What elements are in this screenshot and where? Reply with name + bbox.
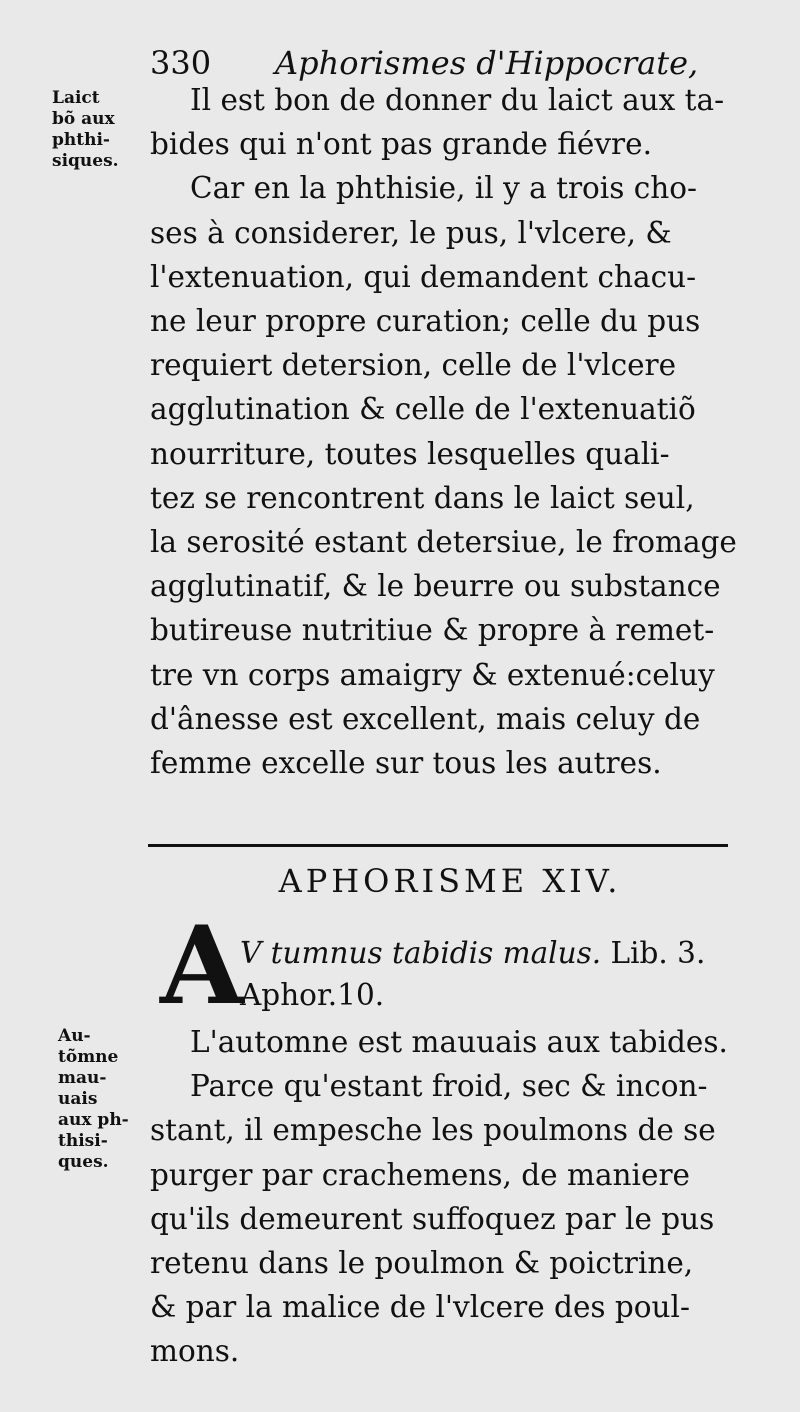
margin-note-line: bõ aux — [52, 109, 115, 129]
text-line: agglutinatif, & le beurre ou substance — [150, 569, 721, 604]
margin-note-line: ques. — [58, 1152, 109, 1172]
drop-cap: A — [160, 903, 244, 1029]
text-line: ne leur propre curation; celle du pus — [150, 304, 701, 339]
latin-quote: V tumnus tabidis malus. — [240, 936, 602, 970]
text-line: tez se rencontrent dans le laict seul, — [150, 480, 695, 515]
margin-note-line: siques. — [52, 151, 119, 171]
section-divider — [148, 844, 728, 847]
text-line: la serosité estant detersiue, le fromage — [150, 525, 737, 560]
margin-note-laict — [52, 88, 119, 172]
text-line: nourriture, toutes lesquelles quali- — [150, 436, 670, 471]
text-line: retenu dans le poulmon & poictrine, — [150, 1246, 694, 1281]
margin-note-line: aux ph- — [58, 1110, 129, 1130]
margin-note-line: mau- — [58, 1068, 107, 1088]
margin-note-line: tõmne — [58, 1047, 119, 1067]
text-line: agglutination & celle de l'extenuatiõ — [150, 392, 696, 427]
text-line: Il est bon de donner du laict aux ta- — [190, 83, 725, 117]
text-line: ses à considerer, le pus, l'vlcere, & — [150, 215, 672, 250]
section1-text — [150, 78, 750, 785]
text-line: butireuse nutritiue & propre à remet- — [150, 613, 715, 648]
text-line: requiert detersion, celle de l'vlcere — [150, 348, 677, 383]
text-line: tre vn corps amaigry & extenué:celuy — [150, 657, 715, 692]
page-number: 330 — [150, 44, 212, 82]
margin-note-line: Au- — [58, 1026, 91, 1046]
margin-note-line: Laict — [52, 88, 100, 108]
latin-line-2: Aphor.10. — [240, 978, 385, 1012]
latin-line-1 — [240, 936, 760, 970]
margin-note-automne — [58, 1026, 129, 1173]
text-line: L'automne est mauuais aux tabides. — [190, 1025, 728, 1059]
running-title: Aphorismes d'Hippocrate, — [275, 44, 699, 82]
text-line: & par la malice de l'vlcere des poul- — [150, 1290, 690, 1325]
text-line: femme excelle sur tous les autres. — [150, 746, 662, 781]
aphorism-title: APHORISME XIV. — [278, 862, 622, 900]
text-line: l'extenuation, qui demandent chacu- — [150, 259, 697, 294]
text-line: stant, il empesche les poulmons de se — [150, 1113, 716, 1148]
latin-reference: Lib. 3. — [601, 936, 706, 970]
text-line: purger par crachemens, de maniere — [150, 1157, 691, 1192]
text-line: d'ânesse est excellent, mais celuy de — [150, 701, 701, 736]
text-line: bides qui n'ont pas grande fiévre. — [150, 127, 652, 162]
margin-note-line: thisi- — [58, 1131, 108, 1151]
margin-note-line: phthi- — [52, 130, 110, 150]
section2-text — [150, 1020, 750, 1374]
margin-note-line: uais — [58, 1089, 98, 1109]
text-line: Car en la phthisie, il y a trois cho- — [190, 171, 698, 206]
text-line: Parce qu'estant froid, sec & incon- — [190, 1069, 708, 1104]
text-line: qu'ils demeurent suffoquez par le pus — [150, 1201, 715, 1236]
text-line: mons. — [150, 1334, 240, 1369]
